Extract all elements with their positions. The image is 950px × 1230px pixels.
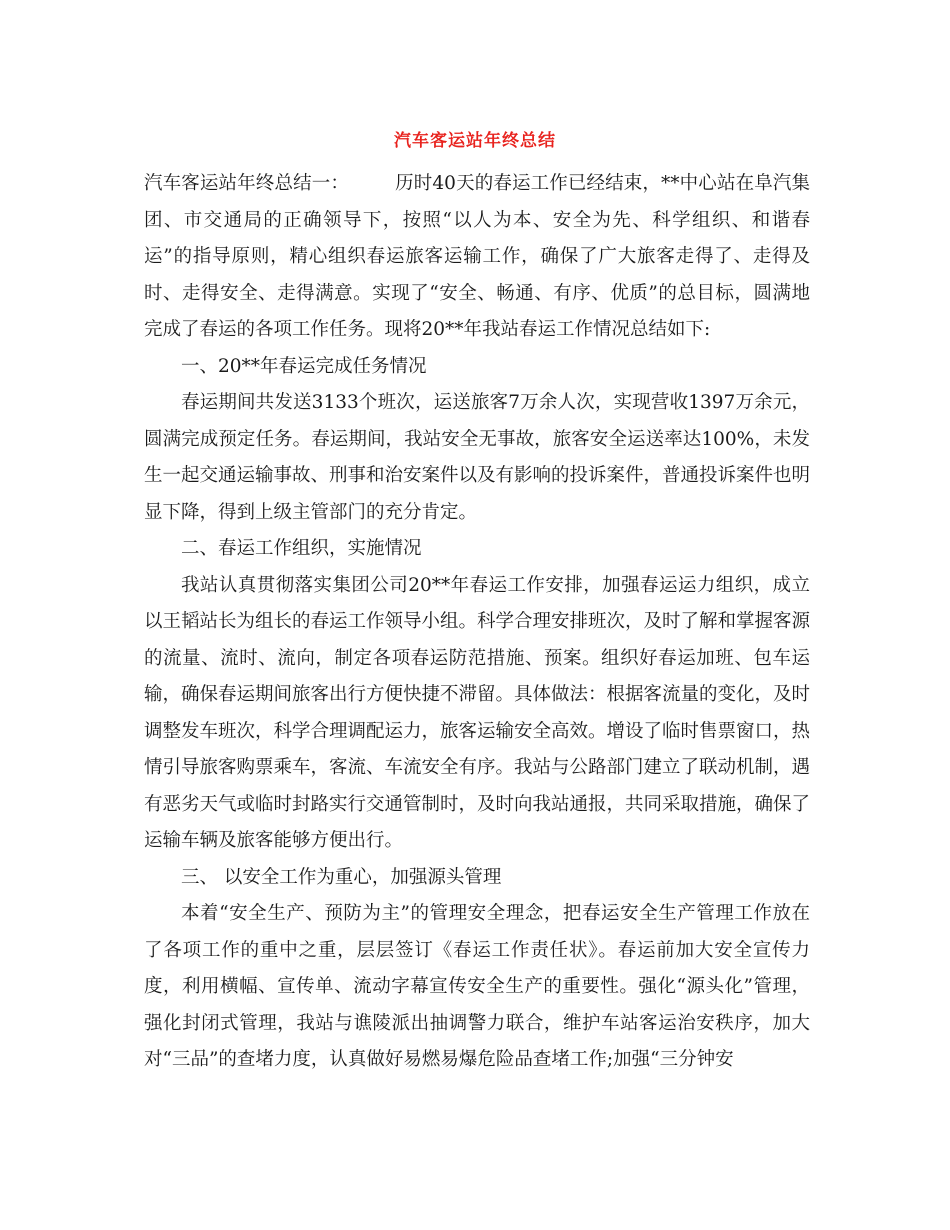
section-1-heading: 一、20**年春运完成任务情况	[181, 355, 427, 377]
intro-paragraph	[144, 166, 810, 349]
document-body	[144, 166, 810, 1079]
section-2-text: 我站认真贯彻落实集团公司20**年春运工作安排，加强春运运力组织，成立以王韬站长为组长的春运工作领导小组。科学合理安排班次，及时了解和掌握客源的流量、流时、流向，制定各项春运防范措施、预案。组织好春运加班、包车运输，确保春运期间旅客出行方便快捷不滞留。具体做法：根据客流量的变化，及时调整发车班次，科学合理调配运力，旅客运输安全高效。增设了临时售票窗口，热情引导旅客购票乘车，客流、车流安全有序。我站与公路部门建立了联动机制，遇有恶劣天气或临时封路实行交通管制时，及时向我站通报，共同采取措施，确保了运输车辆及旅客能够方便出行。	[144, 574, 811, 851]
intro-label: 汽车客运站年终总结一：	[144, 173, 349, 194]
document-title: 汽车客运站年终总结	[394, 131, 556, 151]
intro-text: 历时40天的春运工作已经结束，**中心站在阜汽集团、市交通局的正确领导下，按照“以人为本、安全为先、科学组织、和谐春运”的指导原则，精心组织春运旅客运输工作，确保了广大旅客走得了、走得及时、走得安全、走得满意。实现了“安全、畅通、有序、优质”的总目标，圆满地完成了春运的各项工作任务。现将20**年我站春运工作情况总结如下:	[144, 173, 810, 340]
section-3-text: 本着“安全生产、预防为主”的管理安全理念，把春运安全生产管理工作放在了各项工作的重中之重，层层签订《春运工作责任状》。春运前加大安全宣传力度，利用横幅、宣传单、流动字幕宣传安全生产的重要性。强化“源头化”管理，强化封闭式管理，我站与谯陵派出抽调警力联合，维护车站客运治安秩序，加大对“三品”的查堵力度，认真做好易燃易爆危险品查堵工作;加强“三分钟安	[144, 903, 810, 1070]
section-2-heading: 二、春运工作组织，实施情况	[181, 538, 422, 559]
section-1-text: 春运期间共发送3133个班次，运送旅客7万余人次，实现营收1397万余元，圆满完成预定任务。春运期间，我站安全无事故，旅客安全运送率达100%，未发生一起交通运输事故、刑事和治安案件以及有影响的投诉案件，普通投诉案件也明显下降，得到上级主管部门的充分肯定。	[144, 392, 811, 523]
section-3-heading: 三、 以安全工作为重心，加强源头管理	[181, 866, 502, 888]
